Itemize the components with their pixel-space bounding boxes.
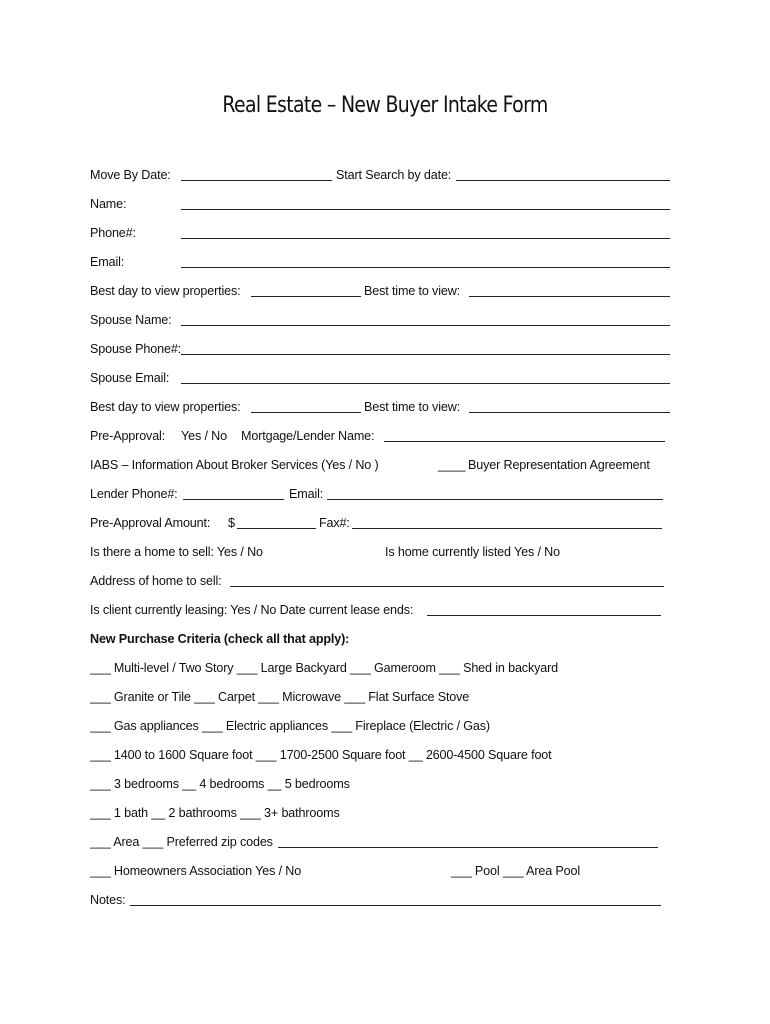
row-phone [90, 223, 672, 243]
row-criteria-heading [90, 629, 672, 649]
address-home-to-sell-label: Address of home to sell: [90, 574, 222, 588]
row-home-to-sell [90, 542, 672, 562]
row-leasing [90, 600, 672, 620]
row-spouse-phone [90, 339, 672, 359]
criteria-line [90, 832, 672, 852]
criteria-surfaces[interactable]: ___ Granite or Tile ___ Carpet ___ Microwave ___ Flat Surface Stove [90, 690, 470, 704]
row-lender-phone [90, 484, 672, 504]
email-label: Email: [90, 255, 125, 269]
lender-phone-label: Lender Phone#: [90, 487, 178, 501]
criteria-pool[interactable]: ___ Pool ___ Area Pool [451, 864, 581, 878]
row-iabs [90, 455, 672, 475]
criteria-line [90, 774, 672, 794]
fax-field[interactable] [352, 528, 662, 529]
pre-approval-label: Pre-Approval: [90, 429, 166, 443]
notes-field[interactable] [130, 905, 661, 906]
criteria-line [90, 658, 672, 678]
row-notes [90, 890, 672, 910]
move-by-date-label: Move By Date: [90, 168, 171, 182]
row-address-home-to-sell [90, 571, 672, 591]
lender-email-label: Email: [289, 487, 324, 501]
spouse-name-field[interactable] [181, 325, 670, 326]
spouse-phone-label: Spouse Phone#: [90, 342, 182, 356]
spouse-best-day-view-label: Best day to view properties: [90, 400, 241, 414]
spouse-email-label: Spouse Email: [90, 371, 170, 385]
criteria-hoa[interactable]: ___ Homeowners Association Yes / No [90, 864, 302, 878]
spouse-best-time-view-field[interactable] [469, 412, 670, 413]
row-spouse-name [90, 310, 672, 330]
criteria-bedrooms[interactable]: ___ 3 bedrooms __ 4 bedrooms __ 5 bedrooms [90, 777, 350, 791]
criteria-area-zip[interactable]: ___ Area ___ Preferred zip codes [90, 835, 273, 849]
row-name [90, 194, 672, 214]
buyer-representation-label: Buyer Representation Agreement [468, 458, 650, 472]
home-listed-question[interactable]: Is home currently listed Yes / No [385, 545, 560, 559]
criteria-line [90, 716, 672, 736]
criteria-square-footage[interactable]: ___ 1400 to 1600 Square foot ___ 1700-2500 Square foot __ 2600-4500 Square foot [90, 748, 552, 762]
row-pre-approval [90, 426, 672, 446]
row-best-day-view-spouse [90, 397, 672, 417]
purchase-criteria-heading: New Purchase Criteria (check all that apply): [90, 632, 350, 646]
move-by-date-field[interactable] [181, 180, 332, 181]
home-to-sell-question[interactable]: Is there a home to sell: Yes / No [90, 545, 263, 559]
lender-email-field[interactable] [327, 499, 663, 500]
name-label: Name: [90, 197, 127, 211]
spouse-best-day-view-field[interactable] [251, 412, 361, 413]
start-search-date-label: Start Search by date: [336, 168, 452, 182]
row-email [90, 252, 672, 272]
lender-name-label: Mortgage/Lender Name: [241, 429, 375, 443]
row-spouse-email [90, 368, 672, 388]
pre-approval-yes-no[interactable]: Yes / No [181, 429, 227, 443]
spouse-best-time-view-label: Best time to view: [364, 400, 460, 414]
best-day-view-label: Best day to view properties: [90, 284, 241, 298]
spouse-phone-field[interactable] [181, 354, 670, 355]
best-time-view-label: Best time to view: [364, 284, 460, 298]
dollar-sign: $ [228, 516, 235, 530]
criteria-bathrooms[interactable]: ___ 1 bath __ 2 bathrooms ___ 3+ bathrooms [90, 806, 340, 820]
lender-phone-field[interactable] [183, 499, 284, 500]
name-field[interactable] [181, 209, 670, 210]
fax-label: Fax#: [319, 516, 350, 530]
start-search-date-field[interactable] [456, 180, 670, 181]
row-pre-approval-amount [90, 513, 672, 533]
form-title: Real Estate – New Buyer Intake Form [222, 93, 548, 118]
pre-approval-amount-label: Pre-Approval Amount: [90, 516, 211, 530]
criteria-line [90, 861, 672, 881]
lender-name-field[interactable] [384, 441, 665, 442]
spouse-email-field[interactable] [181, 383, 670, 384]
preferred-zip-codes-field[interactable] [278, 847, 658, 848]
phone-field[interactable] [181, 238, 670, 239]
leasing-question[interactable]: Is client currently leasing: Yes / No Date current lease ends: [90, 603, 414, 617]
criteria-line [90, 803, 672, 823]
criteria-appliances[interactable]: ___ Gas appliances ___ Electric appliances ___ Fireplace (Electric / Gas) [90, 719, 490, 733]
iabs-label: IABS – Information About Broker Services (Yes / No ) [90, 458, 379, 472]
criteria-line [90, 687, 672, 707]
notes-label: Notes: [90, 893, 126, 907]
email-field[interactable] [181, 267, 670, 268]
best-time-view-field[interactable] [469, 296, 670, 297]
address-home-to-sell-field[interactable] [230, 586, 664, 587]
row-move-by-date [90, 165, 672, 185]
criteria-home-features[interactable]: ___ Multi-level / Two Story ___ Large Backyard ___ Gameroom ___ Shed in backyard [90, 661, 558, 675]
pre-approval-amount-field[interactable] [237, 528, 316, 529]
spouse-name-label: Spouse Name: [90, 313, 172, 327]
phone-label: Phone#: [90, 226, 136, 240]
lease-end-date-field[interactable] [427, 615, 661, 616]
best-day-view-field[interactable] [251, 296, 361, 297]
row-best-day-view [90, 281, 672, 301]
criteria-line [90, 745, 672, 765]
buyer-representation-blank[interactable]: ____ [438, 458, 466, 472]
